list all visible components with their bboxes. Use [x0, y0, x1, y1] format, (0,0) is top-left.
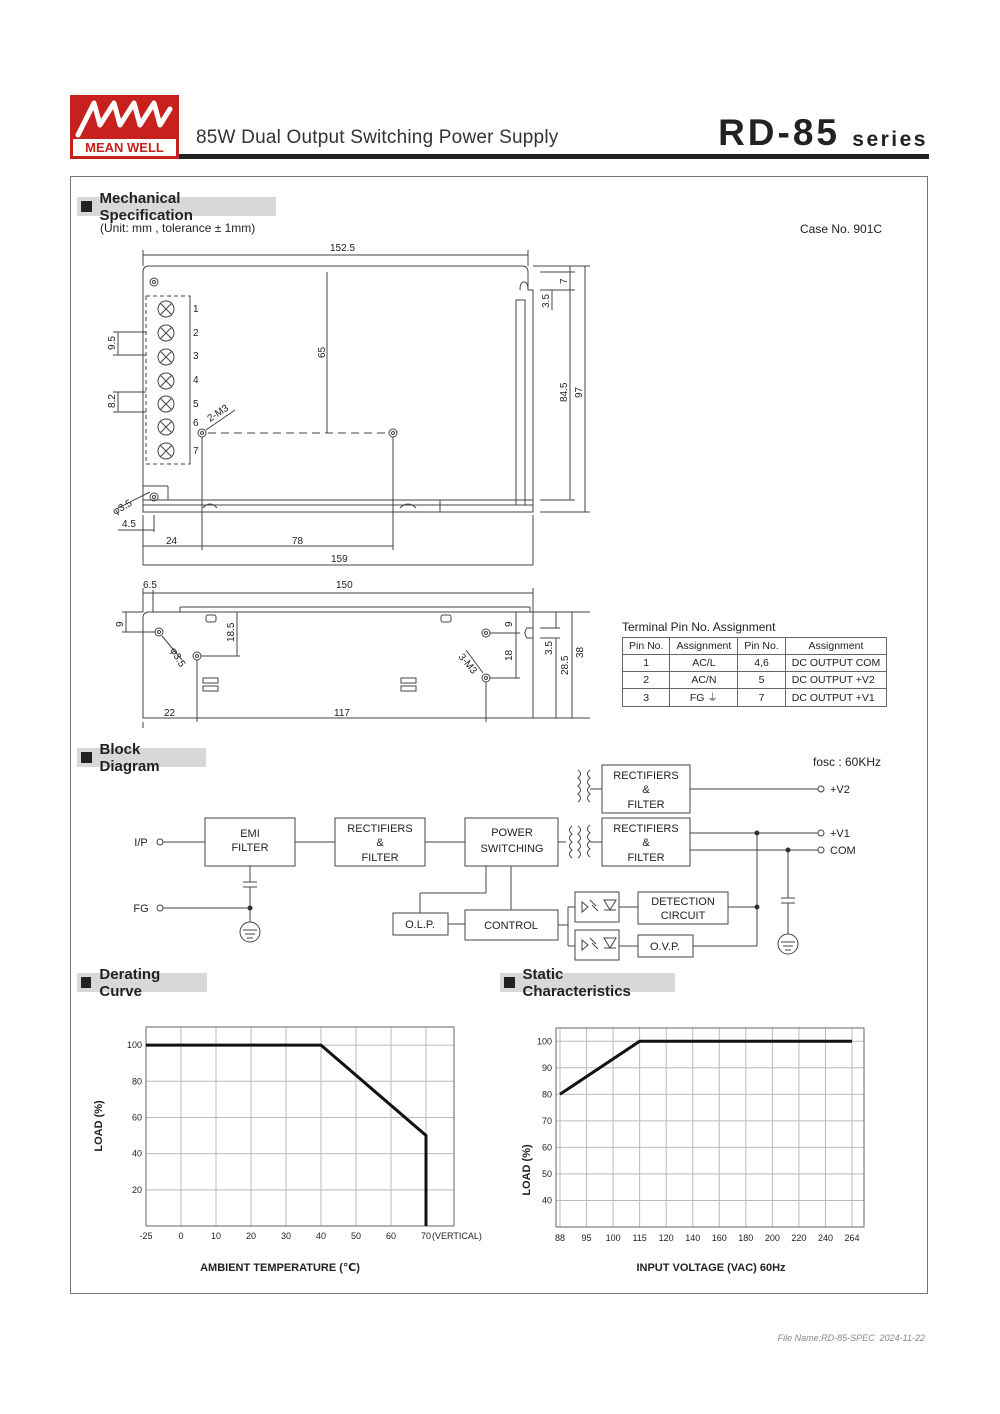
table-row [623, 655, 887, 672]
x-tick-label: 200 [764, 1233, 780, 1243]
output-label: +V1 [830, 828, 850, 840]
y-tick-label: 50 [541, 1168, 552, 1179]
dim-label: 3.5 [541, 294, 552, 308]
dim-label: 159 [331, 554, 348, 565]
x-tick-suffix: (VERTICAL) [432, 1231, 482, 1241]
pin-label: 2 [193, 328, 199, 339]
table-header: Pin No. [738, 638, 785, 655]
file-name: File Name:RD-85-SPEC [777, 1333, 875, 1343]
dim-label: 38 [575, 646, 586, 658]
table-cell: DC OUTPUT COM [785, 655, 886, 672]
table-row [623, 672, 887, 689]
table-cell: AC/L [670, 655, 738, 672]
block-label: FILTER [627, 852, 665, 864]
block-label: FILTER [361, 852, 399, 864]
series-label: series [852, 128, 928, 151]
y-tick-label: 100 [126, 1040, 142, 1051]
table-cell: AC/N [670, 672, 738, 689]
dia-label: φ3.5 [167, 646, 188, 670]
pin-label: 6 [193, 418, 199, 429]
fosc-label: fosc : 60KHz [813, 755, 882, 769]
terminal-screws [158, 301, 174, 459]
x-tick-label: -25 [139, 1231, 153, 1241]
table-cell: 3 [623, 689, 670, 707]
x-tick-label: 88 [554, 1233, 566, 1243]
block-label: DETECTION [651, 896, 715, 908]
table-cell: 2 [623, 672, 670, 689]
block-label: RECTIFIERS [613, 823, 679, 835]
block-label: POWER [491, 827, 533, 839]
y-tick-label: 40 [131, 1148, 142, 1159]
ip-label: I/P [134, 837, 148, 849]
table-cell: FG ⏚ [670, 689, 738, 707]
y-tick-label: 80 [541, 1089, 552, 1100]
dim-label: 65 [317, 346, 328, 358]
block-diagram [0, 760, 1000, 970]
x-axis-label: INPUT VOLTAGE (VAC) 60Hz [636, 1262, 786, 1274]
y-tick-label: 70 [541, 1115, 552, 1126]
dim-label: 117 [334, 708, 350, 719]
output-label: +V2 [830, 784, 850, 796]
dim-label: 18.5 [226, 622, 237, 642]
x-tick-label: 180 [738, 1233, 754, 1243]
dim-label: 28.5 [560, 655, 571, 675]
model-name: RD-85 [718, 112, 840, 153]
dim-label: 97 [574, 386, 585, 398]
y-tick-label: 20 [131, 1184, 142, 1195]
block-label: CIRCUIT [660, 910, 706, 922]
section-title: Static Characteristics [522, 965, 631, 1000]
dim-label: 7 [559, 278, 570, 284]
output-label: COM [830, 845, 856, 857]
block-label: O.L.P. [405, 919, 435, 931]
table-cell: DC OUTPUT +V2 [785, 672, 886, 689]
block-label: SWITCHING [480, 843, 544, 855]
table-header: Pin No. [623, 638, 670, 655]
case-number: Case No. 901C [800, 222, 883, 236]
table-header: Assignment [785, 638, 886, 655]
pin-label: 3 [193, 351, 199, 362]
terminal-table-title: Terminal Pin No. Assignment [622, 620, 776, 634]
x-tick-label: 40 [315, 1231, 327, 1241]
x-tick-label: 100 [605, 1233, 621, 1243]
table-header-row [623, 638, 887, 655]
table-cell: 4,6 [738, 655, 785, 672]
block-label: RECTIFIERS [613, 770, 679, 782]
dim-label: 9.5 [107, 336, 118, 350]
svg-text:MEAN WELL: MEAN WELL [85, 140, 164, 155]
pin-label: 5 [193, 399, 199, 410]
block-label: O.V.P. [650, 941, 680, 953]
y-axis-label: LOAD (%) [93, 1100, 105, 1152]
section-title: Block Diagram [99, 740, 160, 775]
dim-label: 18 [504, 649, 515, 661]
block-label: CONTROL [484, 920, 538, 932]
y-tick-label: 90 [541, 1062, 552, 1073]
x-tick-label: 120 [658, 1233, 674, 1243]
y-tick-label: 60 [541, 1142, 552, 1153]
dia-label: φ3.5 [111, 497, 135, 518]
y-tick-label: 80 [131, 1076, 142, 1087]
dim-label: 6.5 [143, 580, 157, 591]
dim-label: 78 [292, 536, 304, 547]
dim-label: 8.2 [107, 394, 118, 408]
dim-label: 4.5 [122, 519, 136, 530]
document-title: 85W Dual Output Switching Power Supply [196, 127, 559, 148]
dim-label: 9 [115, 621, 126, 627]
pin-label: 7 [193, 446, 199, 457]
pin-label: 1 [193, 304, 199, 315]
dim-label: 150 [336, 580, 353, 591]
fg-label: FG [133, 903, 149, 915]
x-tick-label: 220 [791, 1233, 807, 1243]
x-tick-label: 30 [280, 1231, 292, 1241]
x-tick-label: 95 [581, 1233, 592, 1243]
section-bullet-icon [81, 977, 91, 988]
y-tick-label: 40 [541, 1195, 552, 1206]
power-switching-block [465, 818, 558, 866]
file-date: 2024-11-22 [879, 1333, 925, 1343]
dim-label: 22 [164, 708, 176, 719]
static-chart [500, 1010, 900, 1280]
hole-label: 2-M3 [205, 402, 231, 425]
table-cell: 1 [623, 655, 670, 672]
x-tick-label: 10 [210, 1231, 222, 1241]
x-tick-label: 20 [245, 1231, 257, 1241]
table-cell: DC OUTPUT +V1 [785, 689, 886, 707]
dim-label: 24 [166, 536, 178, 547]
block-label: & [642, 837, 650, 849]
dim-label: 9 [504, 621, 515, 627]
section-title: Mechanical Specification [99, 189, 193, 224]
block-label: EMI [240, 828, 260, 840]
table-header: Assignment [670, 638, 738, 655]
unit-note: (Unit: mm , tolerance ± 1mm) [100, 221, 256, 235]
terminal-pin-table [622, 637, 887, 707]
x-tick-label: 140 [685, 1233, 701, 1243]
section-bullet-icon [504, 977, 515, 988]
dim-label: 84.5 [559, 382, 570, 402]
dim-label: 3.5 [544, 641, 555, 655]
block-label: & [376, 837, 384, 849]
block-label: FILTER [231, 842, 269, 854]
x-tick-label: 115 [632, 1233, 647, 1243]
x-tick-label: 50 [350, 1231, 362, 1241]
y-tick-label: 60 [131, 1112, 142, 1123]
block-label: RECTIFIERS [347, 823, 413, 835]
pin-label: 4 [193, 375, 199, 386]
section-derating [77, 965, 207, 1000]
x-axis-label: AMBIENT TEMPERATURE (℃) [200, 1262, 360, 1274]
x-tick-label: 264 [844, 1233, 860, 1243]
section-title: Derating Curve [99, 965, 161, 1000]
hole-label: 3-M3 [455, 651, 479, 677]
x-tick-label: 70 [420, 1231, 432, 1241]
block-label: & [642, 784, 650, 796]
table-cell: 7 [738, 689, 785, 707]
y-axis-label: LOAD (%) [521, 1144, 533, 1196]
y-tick-label: 100 [536, 1036, 552, 1047]
block-label: FILTER [627, 799, 665, 811]
x-tick-label: 60 [385, 1231, 397, 1241]
file-footer [778, 1333, 925, 1343]
x-tick-label: 160 [711, 1233, 727, 1243]
derating-chart [80, 1010, 500, 1280]
table-row [623, 689, 887, 707]
x-tick-label: 240 [817, 1233, 833, 1243]
table-cell: 5 [738, 672, 785, 689]
section-static [500, 965, 675, 1000]
x-tick-label: 0 [178, 1231, 184, 1241]
dim-label: 152.5 [330, 243, 356, 254]
